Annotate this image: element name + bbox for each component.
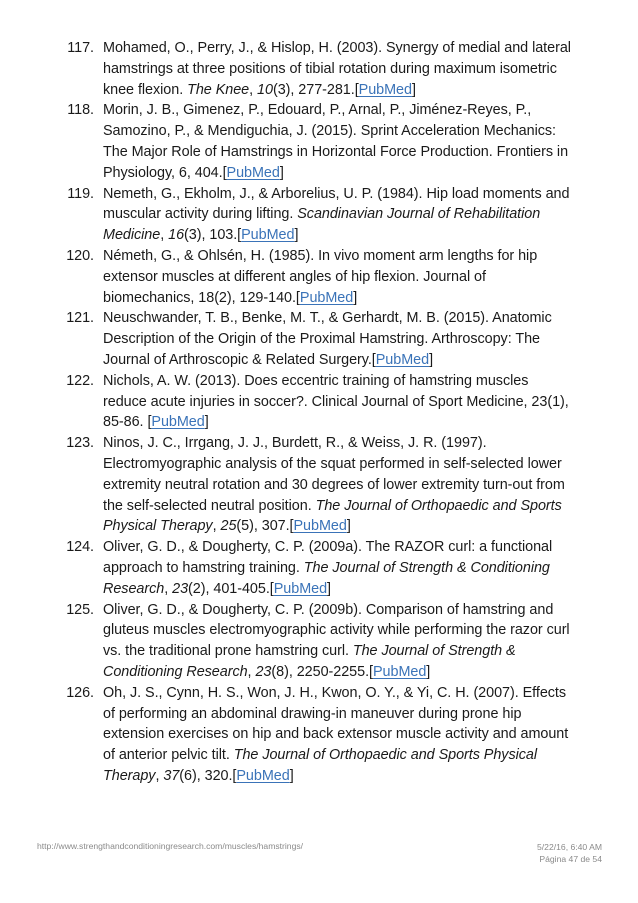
reference-number: 121. [66,310,94,327]
reference-text: Neuschwander, T. B., Benke, M. T., & Gerhardt, M. B. (2015). Anatomic Description of the Origin of the Proximal Hamstring. Arthroscopy: The Journal of Arthroscopic & Related Surgery.[PubMed] [103,310,552,368]
pubmed-link[interactable]: PubMed [299,289,354,306]
reference-number: 119. [67,185,94,202]
reference-item [0,537,638,599]
reference-text: Ninos, J. C., Irrgang, J. J., Burdett, R., & Weiss, J. R. (1997). Electromyographic analysis of the squat performed in self-selected lower extremity neutral rotation and 30 degrees of lower extremity turn-out from the self-selected neutral position. The Journal of Orthopaedic and Sports Physical Therapy, 25(5), 307.[PubMed] [103,435,565,535]
journal-title: The Journal of Strength & Conditioning Research [103,559,550,597]
reference-item [0,38,638,100]
journal-volume: 16 [168,227,185,244]
reference-text: Németh, G., & Ohlsén, H. (1985). In vivo moment arm lengths for hip extensor muscles at different angles of hip flexion. Journal of biomechanics, 18(2), 129-140.[PubMed] [103,247,538,306]
reference-text: Mohamed, O., Perry, J., & Hislop, H. (2003). Synergy of medial and lateral hamstrings at three positions of tibial rotation during maximum isometric knee flexion. The Knee, 10(3), 277-281.[PubMed] [103,40,571,98]
journal-volume: 23 [172,580,189,597]
reference-text: Nemeth, G., Ekholm, J., & Arborelius, U. P. (1984). Hip load moments and muscular activity during lifting. Scandinavian Journal of Rehabilitation Medicine, 16(3), 103.[PubMed] [103,185,570,244]
journal-title: The Journal of Orthopaedic and Sports Physical Therapy [103,747,537,784]
reference-number: 126. [66,684,94,701]
footer-page-number: Página 47 de 54 [539,854,602,864]
reference-item [0,371,638,433]
reference-text: Oliver, G. D., & Dougherty, C. P. (2009a). The RAZOR curl: a functional approach to hamstring training. The Journal of Strength & Conditioning Research, 23(2), 401-405.[PubMed] [103,539,553,597]
reference-number: 122. [66,372,94,389]
reference-item [0,308,638,370]
reference-item [0,184,638,246]
pubmed-link[interactable]: PubMed [226,164,280,181]
reference-number: 117. [67,40,94,56]
pubmed-link[interactable]: PubMed [273,580,328,597]
reference-item [0,683,638,787]
pubmed-link[interactable]: PubMed [151,414,205,431]
pubmed-link[interactable]: PubMed [372,663,427,680]
journal-title: The Journal of Strength & Conditioning Research [103,643,516,680]
reference-text: Oliver, G. D., & Dougherty, C. P. (2009b). Comparison of hamstring and gluteus muscles electromyographic activity while performing the razor curl vs. the traditional prone hamstring curl. The Journal of Strength & Conditioning Research, 23(8), 2250-2255.[PubMed] [103,601,570,680]
journal-volume: 37 [163,767,180,784]
reference-item [0,246,638,308]
pubmed-link[interactable]: PubMed [241,227,295,244]
journal-title: The Journal of Orthopaedic and Sports Physical Therapy [103,497,562,535]
pubmed-link[interactable]: PubMed [236,767,290,784]
reference-text: Nichols, A. W. (2013). Does eccentric training of hamstring muscles reduce acute injuries in soccer?. Clinical Journal of Sport Medicine, 23(1), 85-86. [PubMed] [103,372,569,431]
journal-volume: 25 [220,518,237,535]
journal-title: The Knee [187,81,250,98]
journal-title: Scandinavian Journal of Rehabilitation Medicine [103,206,541,244]
footer-meta [537,841,602,865]
reference-list [0,38,638,787]
journal-volume: 23 [255,663,272,680]
journal-volume: 10 [257,81,273,98]
reference-number: 125. [66,601,94,618]
reference-item [0,433,638,537]
footer-datetime: 5/22/16, 6:40 AM [537,842,602,852]
reference-item [0,100,638,183]
reference-number: 123. [66,435,94,452]
reference-item [0,600,638,683]
pubmed-link[interactable]: PubMed [375,351,430,368]
reference-number: 120. [66,247,94,264]
reference-number: 124. [66,539,94,556]
reference-number: 118. [67,102,94,119]
footer-url: http://www.strengthandconditioningresearch.com/muscles/hamstrings/ [37,841,304,851]
reference-text: Morin, J. B., Gimenez, P., Edouard, P., Arnal, P., Jiménez-Reyes, P., Samozino, P., & Mendiguchia, J. (2015). Sprint Acceleration Mechanics: The Major Role of Hamstrings in Horizontal Force Production. Frontiers in Physiology, 6, 404.[PubMed] [103,102,569,181]
pubmed-link[interactable]: PubMed [293,518,347,535]
pubmed-link[interactable]: PubMed [358,81,412,98]
reference-text: Oh, J. S., Cynn, H. S., Won, J. H., Kwon, O. Y., & Yi, C. H. (2007). Effects of performing an abdominal drawing-in maneuver during prone hip extension exercises on hip and back extensor muscle activity and amount of anterior pelvic tilt. The Journal of Orthopaedic and Sports Physical Therapy, 37(6), 320.[PubMed] [103,684,569,784]
